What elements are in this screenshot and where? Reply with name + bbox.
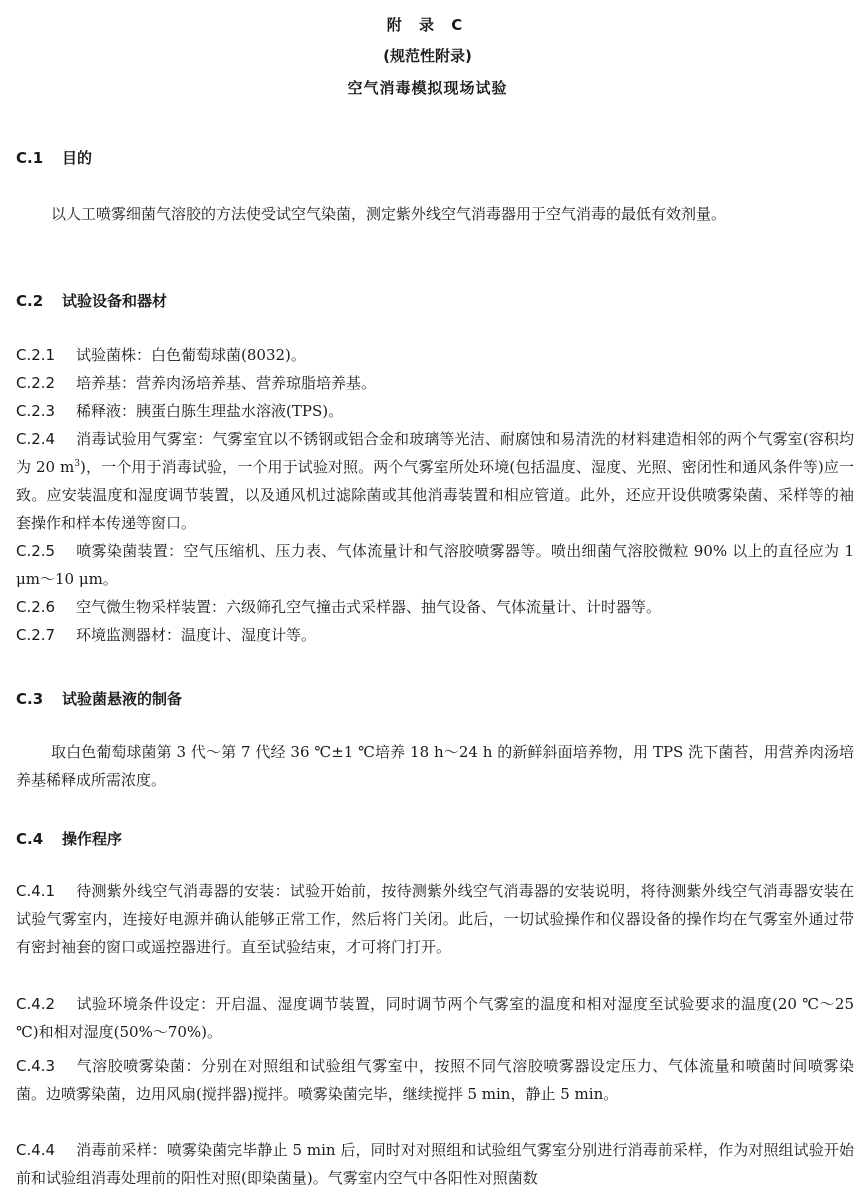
section-number: C.3 <box>16 690 44 708</box>
clause-text-continued: )，一个用于消毒试验，一个用于试验对照。两个气雾室所处环境(包括温度、湿度、光照、密闭性和通风条件等)应一致。应安装温度和湿度调节装置，以及通风机过滤除菌或其他消毒装置和相应管道。此外，还应开设供喷雾染菌、采样等的袖套操作和样本传递等窗口。 <box>16 458 855 532</box>
section-title: 操作程序 <box>62 830 123 848</box>
clause-text: 空气微生物采样装置：六级筛孔空气撞击式采样器、抽气设备、气体流量计、计时器等。 <box>76 598 662 616</box>
section-c3-paragraph: 取白色葡萄球菌第 3 代～第 7 代经 36 ℃±1 ℃培养 18 h～24 h 的新鲜斜面培养物，用 TPS 洗下菌苔，用营养肉汤培养基稀释成所需浓度。 <box>16 743 854 789</box>
section-title: 试验菌悬液的制备 <box>62 690 183 708</box>
appendix-heading: 附 录 C <box>386 16 469 34</box>
section-number: C.2 <box>16 292 44 310</box>
clause-number: C.2.6 <box>16 598 56 616</box>
clause-c2-4 <box>16 425 854 537</box>
clause-text: 试验环境条件设定：开启温、湿度调节装置，同时调节两个气雾室的温度和相对湿度至试验要求的温度(20 ℃～25 ℃)和相对湿度(50%～70%)。 <box>16 995 854 1041</box>
section-title: 试验设备和器材 <box>62 292 168 310</box>
superscript: 3 <box>74 459 80 469</box>
clause-text: 稀释液：胰蛋白胨生理盐水溶液(TPS)。 <box>76 402 344 420</box>
clause-c2-5 <box>16 537 854 593</box>
clause-c4-1 <box>16 877 854 961</box>
section-heading-c2 <box>16 290 167 311</box>
clause-c2-6 <box>16 593 854 621</box>
section-heading-c4 <box>16 828 122 849</box>
clause-text: 消毒前采样：喷雾染菌完毕静止 5 min 后，同时对对照组和试验组气雾室分别进行消毒前采样，作为对照组试验开始前和试验组消毒处理前的阳性对照(即染菌量)。气雾室内空气中各阳性对照菌数 <box>16 1141 854 1187</box>
clause-c2-3 <box>16 397 854 425</box>
clause-text: 培养基：营养肉汤培养基、营养琼脂培养基。 <box>76 374 377 392</box>
clause-text: 待测紫外线空气消毒器的安装：试验开始前，按待测紫外线空气消毒器的安装说明，将待测紫外线空气消毒器安装在试验气雾室内，连接好电源并确认能够正常工作，然后将门关闭。此后，一切试验操作和仪器设备的操作均在气雾室外通过带有密封袖套的窗口或遥控器进行。直至试验结束，才可将门打开。 <box>16 882 854 956</box>
section-heading-c3 <box>16 688 182 709</box>
clause-text: 试验菌株：白色葡萄球菌(8032)。 <box>76 346 306 364</box>
clause-c4-2 <box>16 990 854 1046</box>
clause-number: C.4.2 <box>16 995 56 1013</box>
appendix-normative-note: (规范性附录) <box>383 47 472 65</box>
clause-number: C.4.4 <box>16 1141 56 1159</box>
section-heading-c1 <box>16 147 92 168</box>
clause-number: C.2.4 <box>16 430 56 448</box>
clause-number: C.2.5 <box>16 542 56 560</box>
clause-c2-7 <box>16 621 854 649</box>
clause-number: C.2.7 <box>16 626 56 644</box>
clause-text: 气溶胶喷雾染菌：分别在对照组和试验组气雾室中，按照不同气溶胶喷雾器设定压力、气体流量和喷菌时间喷雾染菌。边喷雾染菌，边用风扇(搅拌器)搅拌。喷雾染菌完毕，继续搅拌 5 min，静止 5 min。 <box>16 1057 854 1103</box>
section-title: 目的 <box>62 149 93 167</box>
clause-text: 喷雾染菌装置：空气压缩机、压力表、气体流量计和气溶胶喷雾器等。喷出细菌气溶胶微粒 90% 以上的直径应为 1 μm～10 μm。 <box>16 542 854 588</box>
section-c1-paragraph: 以人工喷雾细菌气溶胶的方法使受试空气染菌，测定紫外线空气消毒器用于空气消毒的最低有效剂量。 <box>51 205 727 223</box>
clause-c4-4 <box>16 1136 854 1192</box>
clause-number: C.2.2 <box>16 374 56 392</box>
clause-c2-1 <box>16 341 854 369</box>
section-number: C.1 <box>16 149 44 167</box>
section-number: C.4 <box>16 830 44 848</box>
clause-text: 消毒试验用气雾室：气雾室宜以不锈钢或铝合金和玻璃等光洁、耐腐蚀和易清洗的材料建造相邻的两个气雾室(容积均为 20 m <box>16 430 854 476</box>
clause-number: C.4.1 <box>16 882 56 900</box>
clause-number: C.2.3 <box>16 402 56 420</box>
clause-number: C.2.1 <box>16 346 56 364</box>
clause-c2-2 <box>16 369 854 397</box>
clause-c4-3 <box>16 1052 854 1108</box>
appendix-title: 空气消毒模拟现场试验 <box>347 79 508 97</box>
clause-text: 环境监测器材：温度计、湿度计等。 <box>76 626 317 644</box>
clause-number: C.4.3 <box>16 1057 56 1075</box>
